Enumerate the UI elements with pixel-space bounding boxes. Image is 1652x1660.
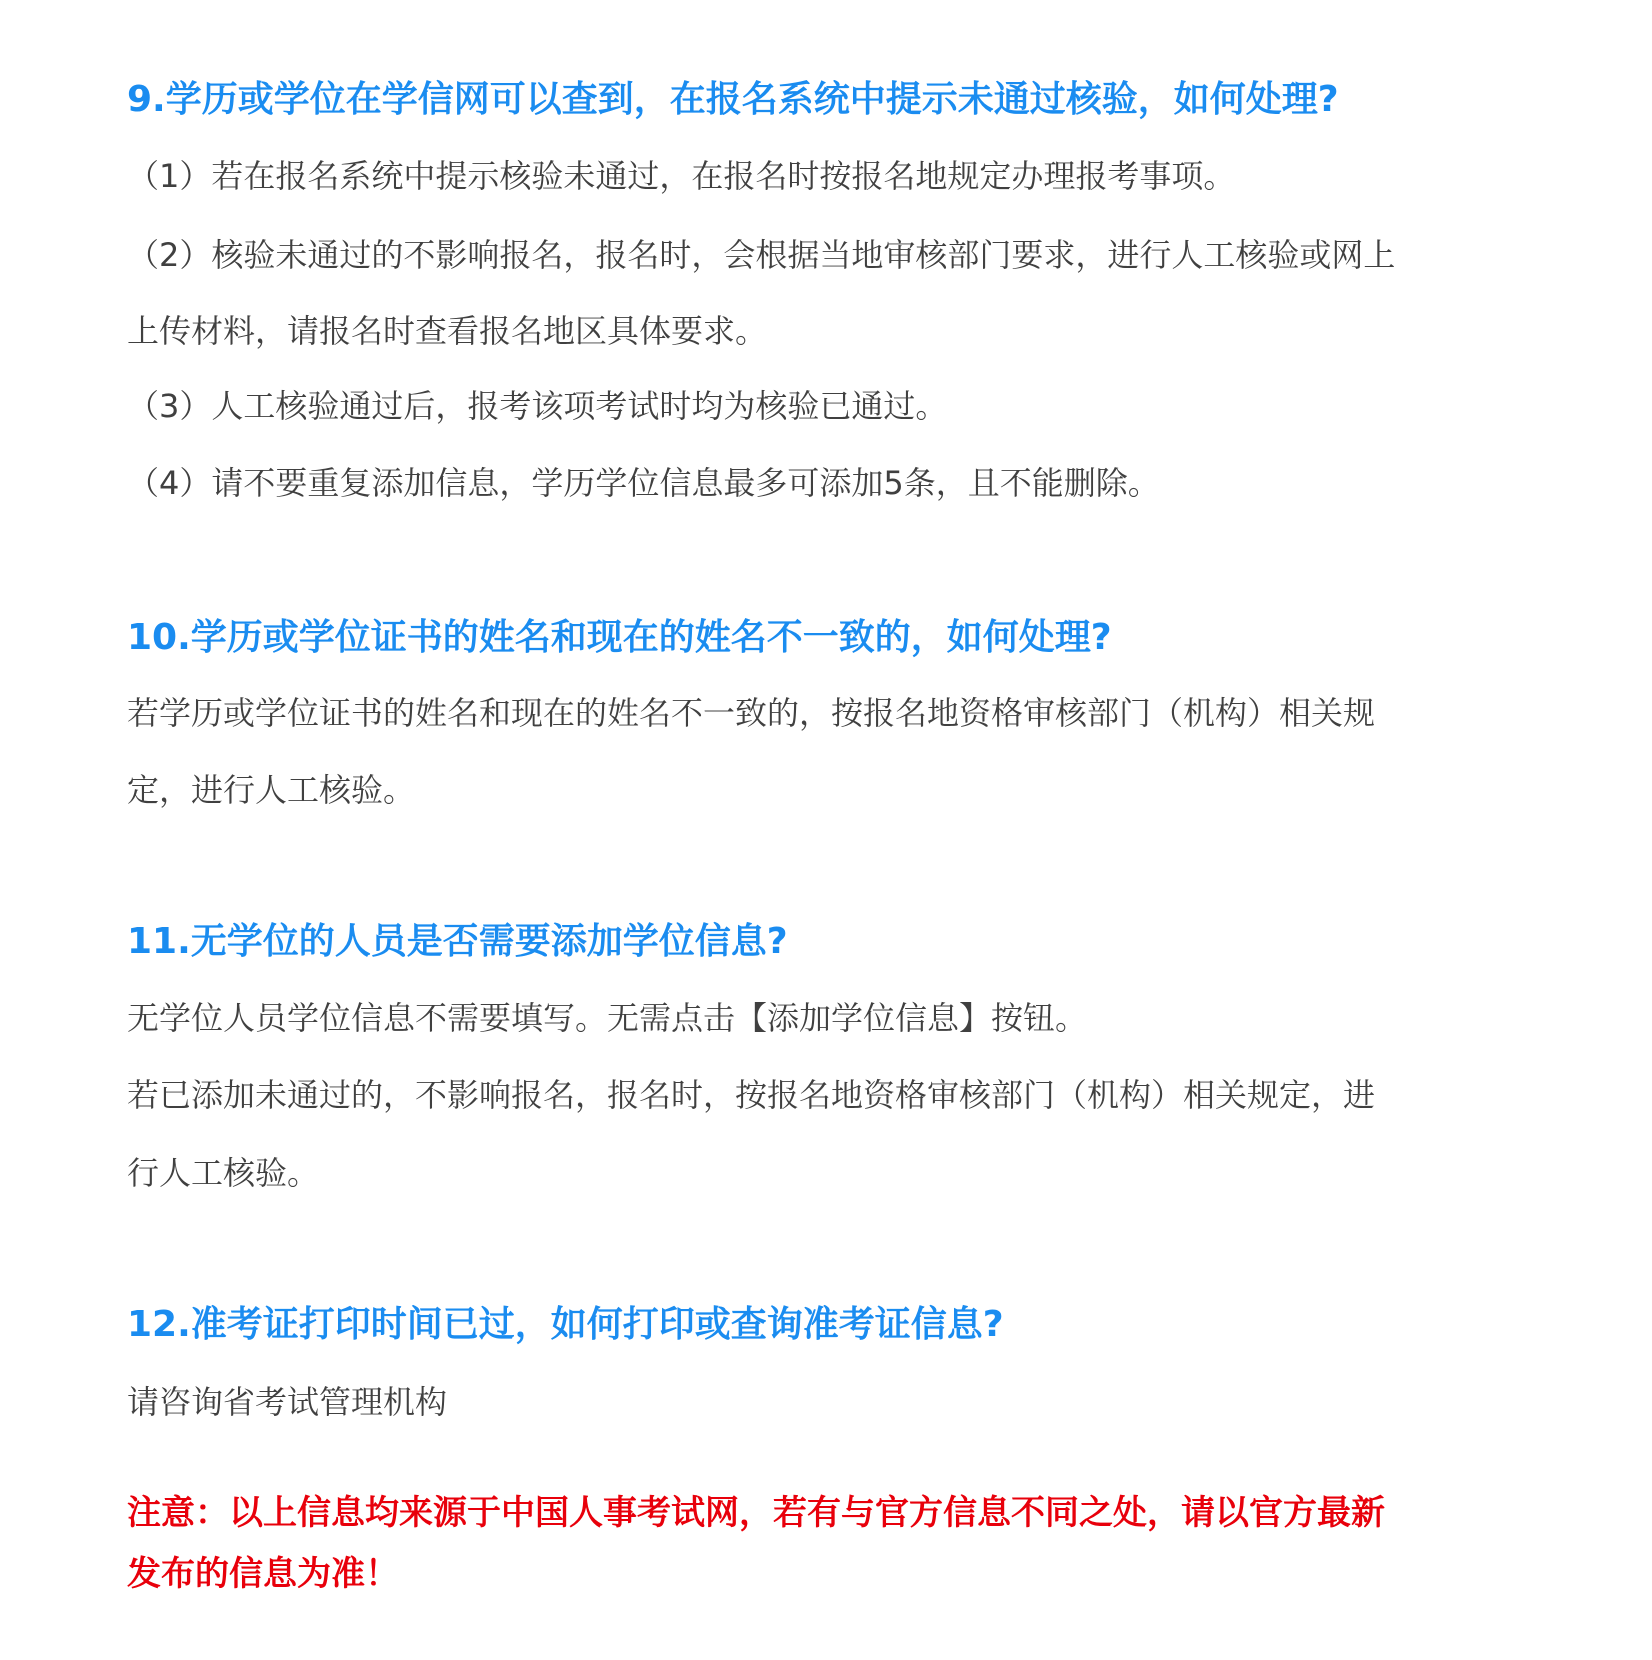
notice-line-2: 发布的信息为准！ [127,1554,399,1594]
question-9-answer-line-3: 上传材料，请报名时查看报名地区具体要求。 [127,312,768,350]
question-9-answer-line-2: （2）核验未通过的不影响报名，报名时，会根据当地审核部门要求，进行人工核验或网上 [127,236,1396,274]
question-9-answer-line-1: （1）若在报名系统中提示核验未通过，在报名时按报名地规定办理报考事项。 [127,157,1236,195]
question-9-answer-line-4: （3）人工核验通过后，报考该项考试时均为核验已通过。 [127,387,948,425]
question-10-title: 10.学历或学位证书的姓名和现在的姓名不一致的，如何处理? [127,617,1112,658]
question-12-title: 12.准考证打印时间已过，如何打印或查询准考证信息? [127,1304,1004,1345]
question-12-answer-line-1: 请咨询省考试管理机构 [127,1383,448,1421]
question-9-answer-line-5: （4）请不要重复添加信息，学历学位信息最多可添加5条，且不能删除。 [127,464,1160,502]
question-9-title: 9.学历或学位在学信网可以查到，在报名系统中提示未通过核验，如何处理? [127,79,1339,120]
question-11-answer-line-1: 无学位人员学位信息不需要填写。无需点击【添加学位信息】按钮。 [127,999,1088,1037]
notice-line-1: 注意：以上信息均来源于中国人事考试网，若有与官方信息不同之处，请以官方最新 [127,1493,1385,1533]
question-11-title: 11.无学位的人员是否需要添加学位信息? [127,921,788,962]
question-11-answer-line-2: 若已添加未通过的，不影响报名，报名时，按报名地资格审核部门（机构）相关规定，进 [127,1076,1376,1114]
question-10-answer-line-2: 定，进行人工核验。 [127,771,416,809]
question-11-answer-line-3: 行人工核验。 [127,1154,320,1192]
question-10-answer-line-1: 若学历或学位证书的姓名和现在的姓名不一致的，按报名地资格审核部门（机构）相关规 [127,694,1376,732]
